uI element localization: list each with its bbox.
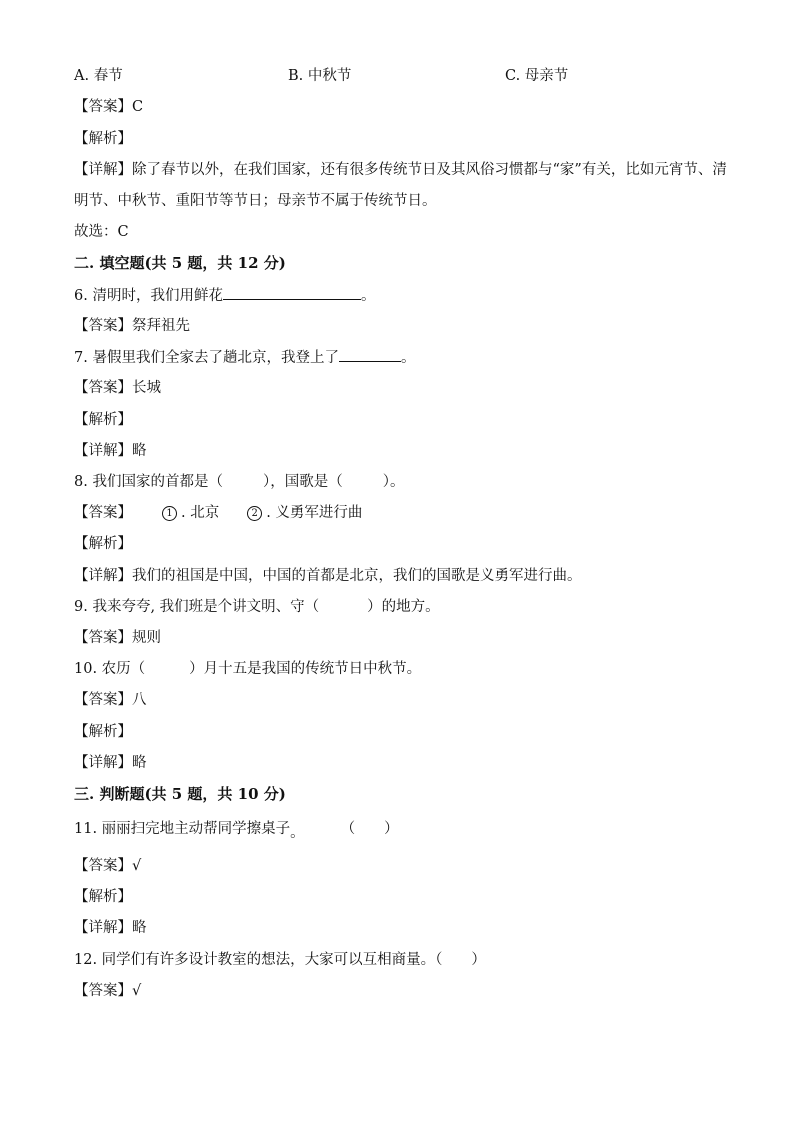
- section-2-title: 二. 填空题(共 5 题，共 12 分): [74, 254, 286, 272]
- detail-label: 【详解】: [74, 443, 132, 459]
- option-a: A. 春节: [74, 68, 123, 84]
- q7-blank: [339, 347, 401, 362]
- section-3-title: 三. 判断题(共 5 题，共 10 分): [74, 785, 286, 803]
- q11-detail-row: [74, 918, 147, 938]
- q6-end: 。: [360, 288, 376, 304]
- q10-stem-row: [74, 659, 421, 679]
- q7-answer: 长城: [132, 380, 161, 396]
- analysis-label: 【解析】: [74, 131, 132, 147]
- analysis-label: 【解析】: [74, 724, 132, 740]
- answer-label: 【答案】: [74, 380, 132, 396]
- q9-answer: 规则: [132, 630, 161, 646]
- q6-stem-row: [74, 285, 375, 306]
- q11-dot: 。: [290, 825, 305, 841]
- q6-blank: [223, 285, 361, 300]
- q8-answer-1: . 北京: [181, 505, 220, 521]
- q11-paren: （ ）: [340, 821, 399, 837]
- q7-analysis-row: [74, 410, 132, 430]
- q9-stem-row: [74, 597, 440, 617]
- q7-answer-row: [74, 378, 161, 398]
- q5-detail-row-2: [74, 191, 437, 211]
- q5-detail-row-1: [74, 160, 727, 180]
- answer-label: 【答案】: [74, 983, 132, 999]
- answer-label: 【答案】: [74, 318, 132, 334]
- circled-number-2: 2: [247, 506, 262, 521]
- answer-label: 【答案】: [74, 692, 132, 708]
- q10-answer: 八: [132, 692, 147, 708]
- q9-answer-row: [74, 628, 161, 648]
- detail-label: 【详解】: [74, 755, 132, 771]
- q11-detail: 略: [132, 920, 147, 936]
- circled-number-1: 1: [162, 506, 177, 521]
- q12-answer: √: [132, 983, 142, 999]
- q11-stem: 11. 丽丽扫完地主动帮同学擦桌子: [74, 821, 291, 837]
- detail-label: 【详解】: [74, 920, 132, 936]
- q5-answer-row: [74, 97, 143, 117]
- q6-stem: 6. 清明时，我们用鲜花: [74, 288, 223, 304]
- q8-stem-row: [74, 472, 404, 492]
- option-b: B. 中秋节: [288, 68, 352, 84]
- q8-analysis-row: [74, 534, 132, 554]
- q8-answer-2: . 义勇军进行曲: [266, 505, 363, 521]
- option-c: C. 母亲节: [505, 68, 569, 84]
- q10-answer-row: [74, 690, 147, 710]
- q11-stem-row: [74, 819, 399, 839]
- q5-answer: C: [132, 99, 144, 115]
- q11-answer-row: [74, 856, 141, 876]
- q10-stem-a: 10. 农历（: [74, 661, 146, 677]
- q6-answer-row: [74, 316, 190, 336]
- q7-stem: 7. 暑假里我们全家去了趟北京，我登上了: [74, 350, 339, 366]
- answer-label: 【答案】: [74, 99, 132, 115]
- q8-detail: 我们的祖国是中国，中国的首都是北京，我们的国歌是义勇军进行曲。: [132, 568, 582, 584]
- analysis-label: 【解析】: [74, 412, 132, 428]
- q5-choice: 故选：C: [74, 224, 129, 240]
- q5-detail-text-2: 明节、中秋节、重阳节等节日；母亲节不属于传统节日。: [74, 193, 437, 209]
- q5-analysis-row: [74, 129, 132, 149]
- q8-stem-b: ），国歌是（: [262, 474, 343, 490]
- q7-end: 。: [400, 350, 416, 366]
- q9-stem-a: 9. 我来夸夸, 我们班是个讲文明、守（: [74, 599, 320, 615]
- q7-detail: 略: [132, 443, 147, 459]
- answer-label: 【答案】: [74, 630, 132, 646]
- q10-detail-row: [74, 753, 147, 773]
- detail-label: 【详解】: [74, 568, 132, 584]
- q5-detail-text-1: 除了春节以外，在我们国家，还有很多传统节日及其风俗习惯都与“家”有关，比如元宵节、清: [132, 162, 727, 178]
- answer-label: 【答案】: [74, 858, 132, 874]
- q11-answer: √: [132, 858, 142, 874]
- q10-analysis-row: [74, 722, 132, 742]
- q12-stem: 12. 同学们有许多设计教室的想法，大家可以互相商量。（ ）: [74, 952, 486, 968]
- analysis-label: 【解析】: [74, 536, 132, 552]
- q6-answer: 祭拜祖先: [132, 318, 190, 334]
- q5-choice-row: [74, 222, 129, 242]
- q12-answer-row: [74, 981, 141, 1001]
- q8-detail-row: [74, 566, 582, 586]
- q7-detail-row: [74, 441, 147, 461]
- q8-stem-c: ）。: [382, 474, 405, 490]
- q11-analysis-row: [74, 887, 132, 907]
- q8-stem-a: 8. 我们国家的首都是（: [74, 474, 223, 490]
- answer-label: 【答案】: [74, 505, 132, 521]
- analysis-label: 【解析】: [74, 889, 132, 905]
- detail-label: 【详解】: [74, 162, 132, 178]
- q12-stem-row: [74, 950, 486, 970]
- q8-answer-row: [74, 503, 362, 523]
- q10-detail: 略: [132, 755, 147, 771]
- q9-stem-b: ）的地方。: [367, 599, 440, 615]
- q10-stem-b: ）月十五是我国的传统节日中秋节。: [189, 661, 422, 677]
- q7-stem-row: [74, 347, 415, 368]
